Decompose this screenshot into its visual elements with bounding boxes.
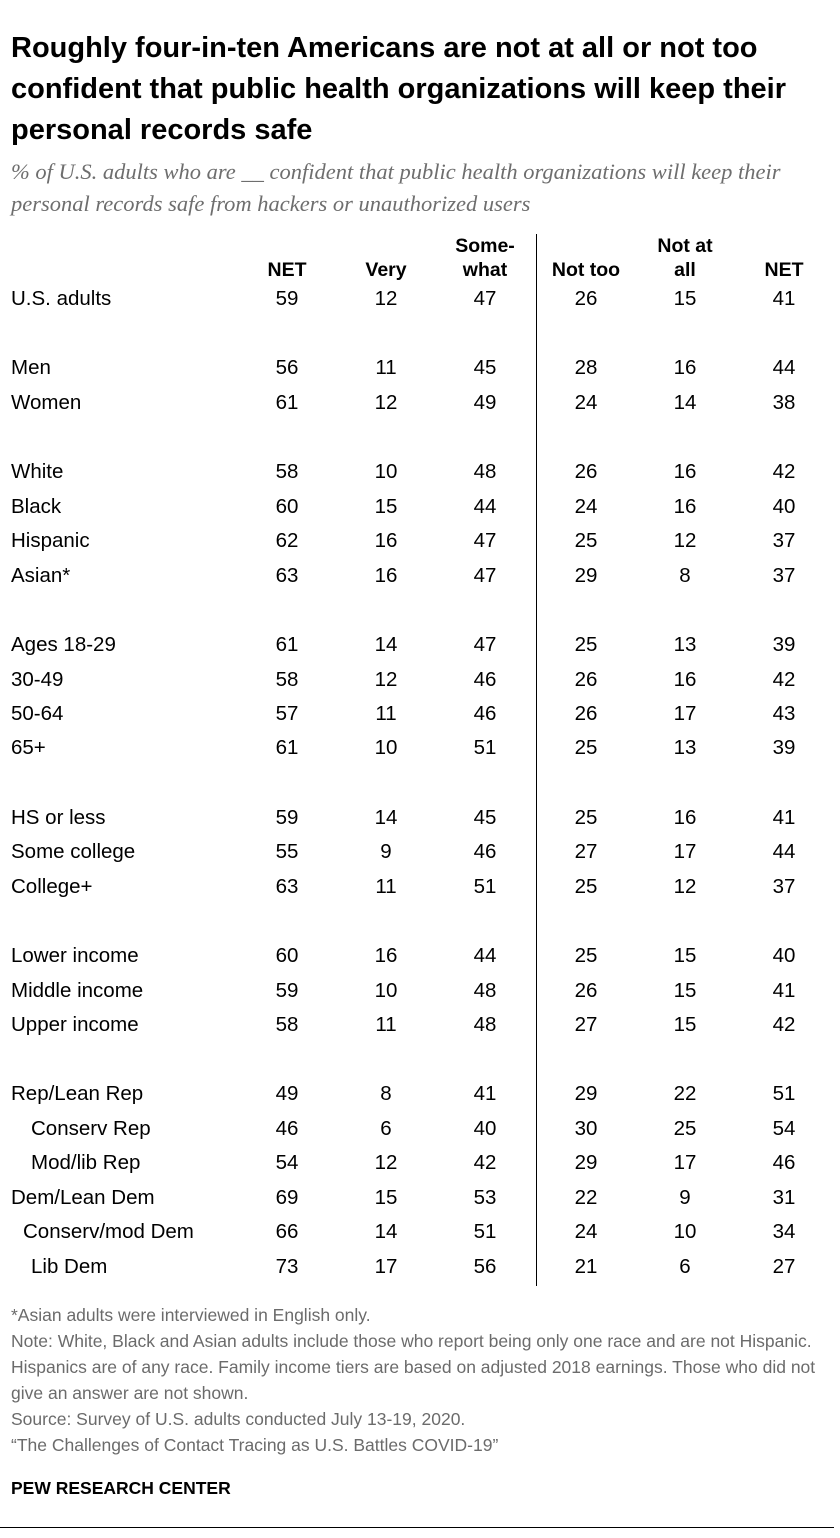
- table-row: [0, 526, 840, 560]
- row-label: 50-64: [11, 702, 64, 725]
- cell-value: 44: [473, 944, 497, 967]
- cell-value: 14: [374, 633, 398, 656]
- cell-value: 59: [275, 979, 299, 1002]
- cell-value: 61: [275, 391, 299, 414]
- cell-value: 25: [673, 1117, 697, 1140]
- cell-value: 13: [673, 633, 697, 656]
- cell-value: 14: [374, 1220, 398, 1243]
- cell-value: 21: [574, 1255, 598, 1278]
- cell-value: 15: [673, 1013, 697, 1036]
- table-row: [0, 1217, 840, 1251]
- cell-value: 24: [574, 391, 598, 414]
- cell-value: 16: [374, 944, 398, 967]
- table-row: [0, 1252, 840, 1286]
- chart-subtitle: % of U.S. adults who are __ confident that public health organizations will keep their personal records safe from hackers or unauthorized users: [11, 159, 781, 216]
- cell-value: 55: [275, 840, 299, 863]
- cell-value: 9: [679, 1186, 691, 1209]
- cell-value: 56: [473, 1255, 497, 1278]
- cell-value: 15: [374, 1186, 398, 1209]
- cell-value: 16: [673, 460, 697, 483]
- cell-value: 47: [473, 287, 497, 310]
- cell-value: 42: [473, 1151, 497, 1174]
- cell-value: 27: [574, 840, 598, 863]
- cell-value: 61: [275, 633, 299, 656]
- cell-value: 9: [380, 840, 392, 863]
- cell-value: 39: [772, 736, 796, 759]
- row-label: Ages 18-29: [11, 633, 116, 656]
- cell-value: 10: [374, 460, 398, 483]
- cell-value: 15: [673, 287, 697, 310]
- cell-value: 46: [473, 668, 497, 691]
- cell-value: 29: [574, 564, 598, 587]
- cell-value: 66: [275, 1220, 299, 1243]
- cell-value: 26: [574, 702, 598, 725]
- cell-value: 48: [473, 460, 497, 483]
- cell-value: 46: [772, 1151, 796, 1174]
- cell-value: 56: [275, 356, 299, 379]
- row-label: Middle income: [11, 979, 144, 1002]
- cell-value: 17: [374, 1255, 398, 1278]
- cell-value: 15: [374, 495, 398, 518]
- cell-value: 43: [772, 702, 796, 725]
- cell-value: 11: [375, 1013, 397, 1036]
- cell-value: 40: [473, 1117, 497, 1140]
- cell-value: 41: [473, 1082, 497, 1105]
- cell-value: 12: [374, 668, 398, 691]
- cell-value: 46: [275, 1117, 299, 1140]
- cell-value: 49: [275, 1082, 299, 1105]
- cell-value: 11: [375, 875, 397, 898]
- cell-value: 46: [473, 702, 497, 725]
- table-row: [0, 353, 840, 387]
- cell-value: 44: [473, 495, 497, 518]
- cell-value: 26: [574, 668, 598, 691]
- table-row: [0, 665, 840, 699]
- cell-value: 62: [275, 529, 299, 552]
- table-row: [0, 284, 840, 318]
- cell-value: 6: [679, 1255, 691, 1278]
- cell-value: 63: [275, 564, 299, 587]
- table-row: [0, 733, 840, 767]
- brand-logo: PEW RESEARCH CENTER: [11, 1478, 231, 1498]
- cell-value: 37: [772, 529, 796, 552]
- cell-value: 10: [673, 1220, 697, 1243]
- cell-value: 29: [574, 1082, 598, 1105]
- row-label: Lower income: [11, 944, 139, 967]
- methodology-note: Note: White, Black and Asian adults include those who report being only one race and are not Hispanic. Hispanics are of any race. Family income tiers are based on adjusted 2018 earnings. Those who did not give an answer are not shown.: [11, 1331, 816, 1403]
- table-row: [0, 388, 840, 422]
- cell-value: 47: [473, 633, 497, 656]
- cell-value: 41: [772, 806, 796, 829]
- cell-value: 12: [673, 529, 697, 552]
- cell-value: 10: [374, 979, 398, 1002]
- cell-value: 40: [772, 944, 796, 967]
- table-row: [0, 457, 840, 491]
- cell-value: 69: [275, 1186, 299, 1209]
- col-header-net-confident: NET: [267, 259, 307, 281]
- cell-value: 14: [374, 806, 398, 829]
- row-label: Asian*: [11, 564, 71, 587]
- cell-value: 25: [574, 633, 598, 656]
- row-label: Rep/Lean Rep: [11, 1082, 144, 1105]
- table-row: [0, 630, 840, 664]
- cell-value: 27: [772, 1255, 796, 1278]
- cell-value: 42: [772, 668, 796, 691]
- cell-value: 59: [275, 287, 299, 310]
- table-row: [0, 803, 840, 837]
- row-label: Conserv Rep: [31, 1117, 151, 1140]
- cell-value: 48: [473, 979, 497, 1002]
- cell-value: 53: [473, 1186, 497, 1209]
- col-header-somewhat: Some- what: [455, 235, 515, 281]
- cell-value: 42: [772, 460, 796, 483]
- cell-value: 51: [473, 736, 497, 759]
- table-row: [0, 1010, 840, 1044]
- col-header-not-too: Not too: [551, 259, 621, 281]
- table-row: [0, 1148, 840, 1182]
- col-header-not-at-all: Not at all: [657, 235, 713, 281]
- cell-value: 60: [275, 495, 299, 518]
- cell-value: 11: [375, 702, 397, 725]
- cell-value: 44: [772, 840, 796, 863]
- cell-value: 41: [772, 979, 796, 1002]
- table-row: [0, 561, 840, 595]
- cell-value: 34: [772, 1220, 796, 1243]
- cell-value: 28: [574, 356, 598, 379]
- cell-value: 26: [574, 979, 598, 1002]
- bottom-rule: [0, 1527, 834, 1528]
- cell-value: 45: [473, 806, 497, 829]
- cell-value: 58: [275, 668, 299, 691]
- cell-value: 25: [574, 736, 598, 759]
- cell-value: 47: [473, 564, 497, 587]
- cell-value: 58: [275, 460, 299, 483]
- cell-value: 12: [374, 287, 398, 310]
- cell-value: 51: [473, 1220, 497, 1243]
- row-label: Upper income: [11, 1013, 139, 1036]
- row-label: 65+: [11, 736, 46, 759]
- table-row: [0, 492, 840, 526]
- cell-value: 25: [574, 944, 598, 967]
- table-row: [0, 1183, 840, 1217]
- cell-value: 8: [380, 1082, 392, 1105]
- asterisk-note: *Asian adults were interviewed in English only.: [11, 1305, 371, 1325]
- row-label: White: [11, 460, 64, 483]
- table-row: [0, 699, 840, 733]
- cell-value: 48: [473, 1013, 497, 1036]
- cell-value: 25: [574, 806, 598, 829]
- table-row: [0, 837, 840, 871]
- cell-value: 12: [374, 391, 398, 414]
- source-note: Source: Survey of U.S. adults conducted July 13-19, 2020.: [11, 1409, 466, 1429]
- cell-value: 17: [673, 702, 697, 725]
- cell-value: 15: [673, 944, 697, 967]
- table-row: [0, 941, 840, 975]
- table-row: [0, 976, 840, 1010]
- cell-value: 15: [673, 979, 697, 1002]
- row-label: Men: [11, 356, 51, 379]
- cell-value: 37: [772, 564, 796, 587]
- cell-value: 17: [673, 840, 697, 863]
- row-label: College+: [11, 875, 93, 898]
- col-header-very: Very: [365, 259, 407, 281]
- cell-value: 27: [574, 1013, 598, 1036]
- cell-value: 12: [673, 875, 697, 898]
- cell-value: 24: [574, 495, 598, 518]
- cell-value: 40: [772, 495, 796, 518]
- row-label: Black: [11, 495, 62, 518]
- cell-value: 16: [673, 495, 697, 518]
- cell-value: 16: [374, 529, 398, 552]
- cell-value: 17: [673, 1151, 697, 1174]
- cell-value: 25: [574, 875, 598, 898]
- cell-value: 16: [374, 564, 398, 587]
- report-title: “The Challenges of Contact Tracing as U.S. Battles COVID-19”: [11, 1435, 499, 1455]
- cell-value: 12: [374, 1151, 398, 1174]
- cell-value: 10: [374, 736, 398, 759]
- cell-value: 42: [772, 1013, 796, 1036]
- cell-value: 29: [574, 1151, 598, 1174]
- notes: [11, 1302, 831, 1458]
- table-row: [0, 1079, 840, 1113]
- row-label: Women: [11, 391, 82, 414]
- cell-value: 22: [574, 1186, 598, 1209]
- cell-value: 25: [574, 529, 598, 552]
- cell-value: 26: [574, 287, 598, 310]
- cell-value: 37: [772, 875, 796, 898]
- cell-value: 13: [673, 736, 697, 759]
- row-label: Lib Dem: [31, 1255, 108, 1278]
- row-label: Conserv/mod Dem: [23, 1220, 194, 1243]
- cell-value: 44: [772, 356, 796, 379]
- cell-value: 60: [275, 944, 299, 967]
- cell-value: 57: [275, 702, 299, 725]
- cell-value: 31: [772, 1186, 796, 1209]
- cell-value: 73: [275, 1255, 299, 1278]
- cell-value: 61: [275, 736, 299, 759]
- cell-value: 54: [275, 1151, 299, 1174]
- row-label: Some college: [11, 840, 136, 863]
- cell-value: 41: [772, 287, 796, 310]
- cell-value: 47: [473, 529, 497, 552]
- cell-value: 59: [275, 806, 299, 829]
- cell-value: 54: [772, 1117, 796, 1140]
- cell-value: 6: [380, 1117, 392, 1140]
- cell-value: 45: [473, 356, 497, 379]
- col-header-net-not-confident: NET: [764, 259, 804, 281]
- cell-value: 38: [772, 391, 796, 414]
- cell-value: 16: [673, 806, 697, 829]
- cell-value: 63: [275, 875, 299, 898]
- cell-value: 51: [473, 875, 497, 898]
- cell-value: 46: [473, 840, 497, 863]
- table-row: [0, 1114, 840, 1148]
- cell-value: 24: [574, 1220, 598, 1243]
- chart-title: Roughly four-in-ten Americans are not at all or not too confident that public health organizations will keep their personal records safe: [11, 32, 787, 146]
- row-label: 30-49: [11, 668, 64, 691]
- cell-value: 22: [673, 1082, 697, 1105]
- cell-value: 16: [673, 668, 697, 691]
- table-row: [0, 872, 840, 906]
- cell-value: 16: [673, 356, 697, 379]
- cell-value: 49: [473, 391, 497, 414]
- cell-value: 51: [772, 1082, 796, 1105]
- row-label: HS or less: [11, 806, 106, 829]
- cell-value: 11: [375, 356, 397, 379]
- row-label: Hispanic: [11, 529, 90, 552]
- cell-value: 39: [772, 633, 796, 656]
- row-label: Dem/Lean Dem: [11, 1186, 155, 1209]
- row-label: U.S. adults: [11, 287, 112, 310]
- cell-value: 58: [275, 1013, 299, 1036]
- cell-value: 26: [574, 460, 598, 483]
- cell-value: 14: [673, 391, 697, 414]
- cell-value: 30: [574, 1117, 598, 1140]
- row-label: Mod/lib Rep: [31, 1151, 141, 1174]
- cell-value: 8: [679, 564, 691, 587]
